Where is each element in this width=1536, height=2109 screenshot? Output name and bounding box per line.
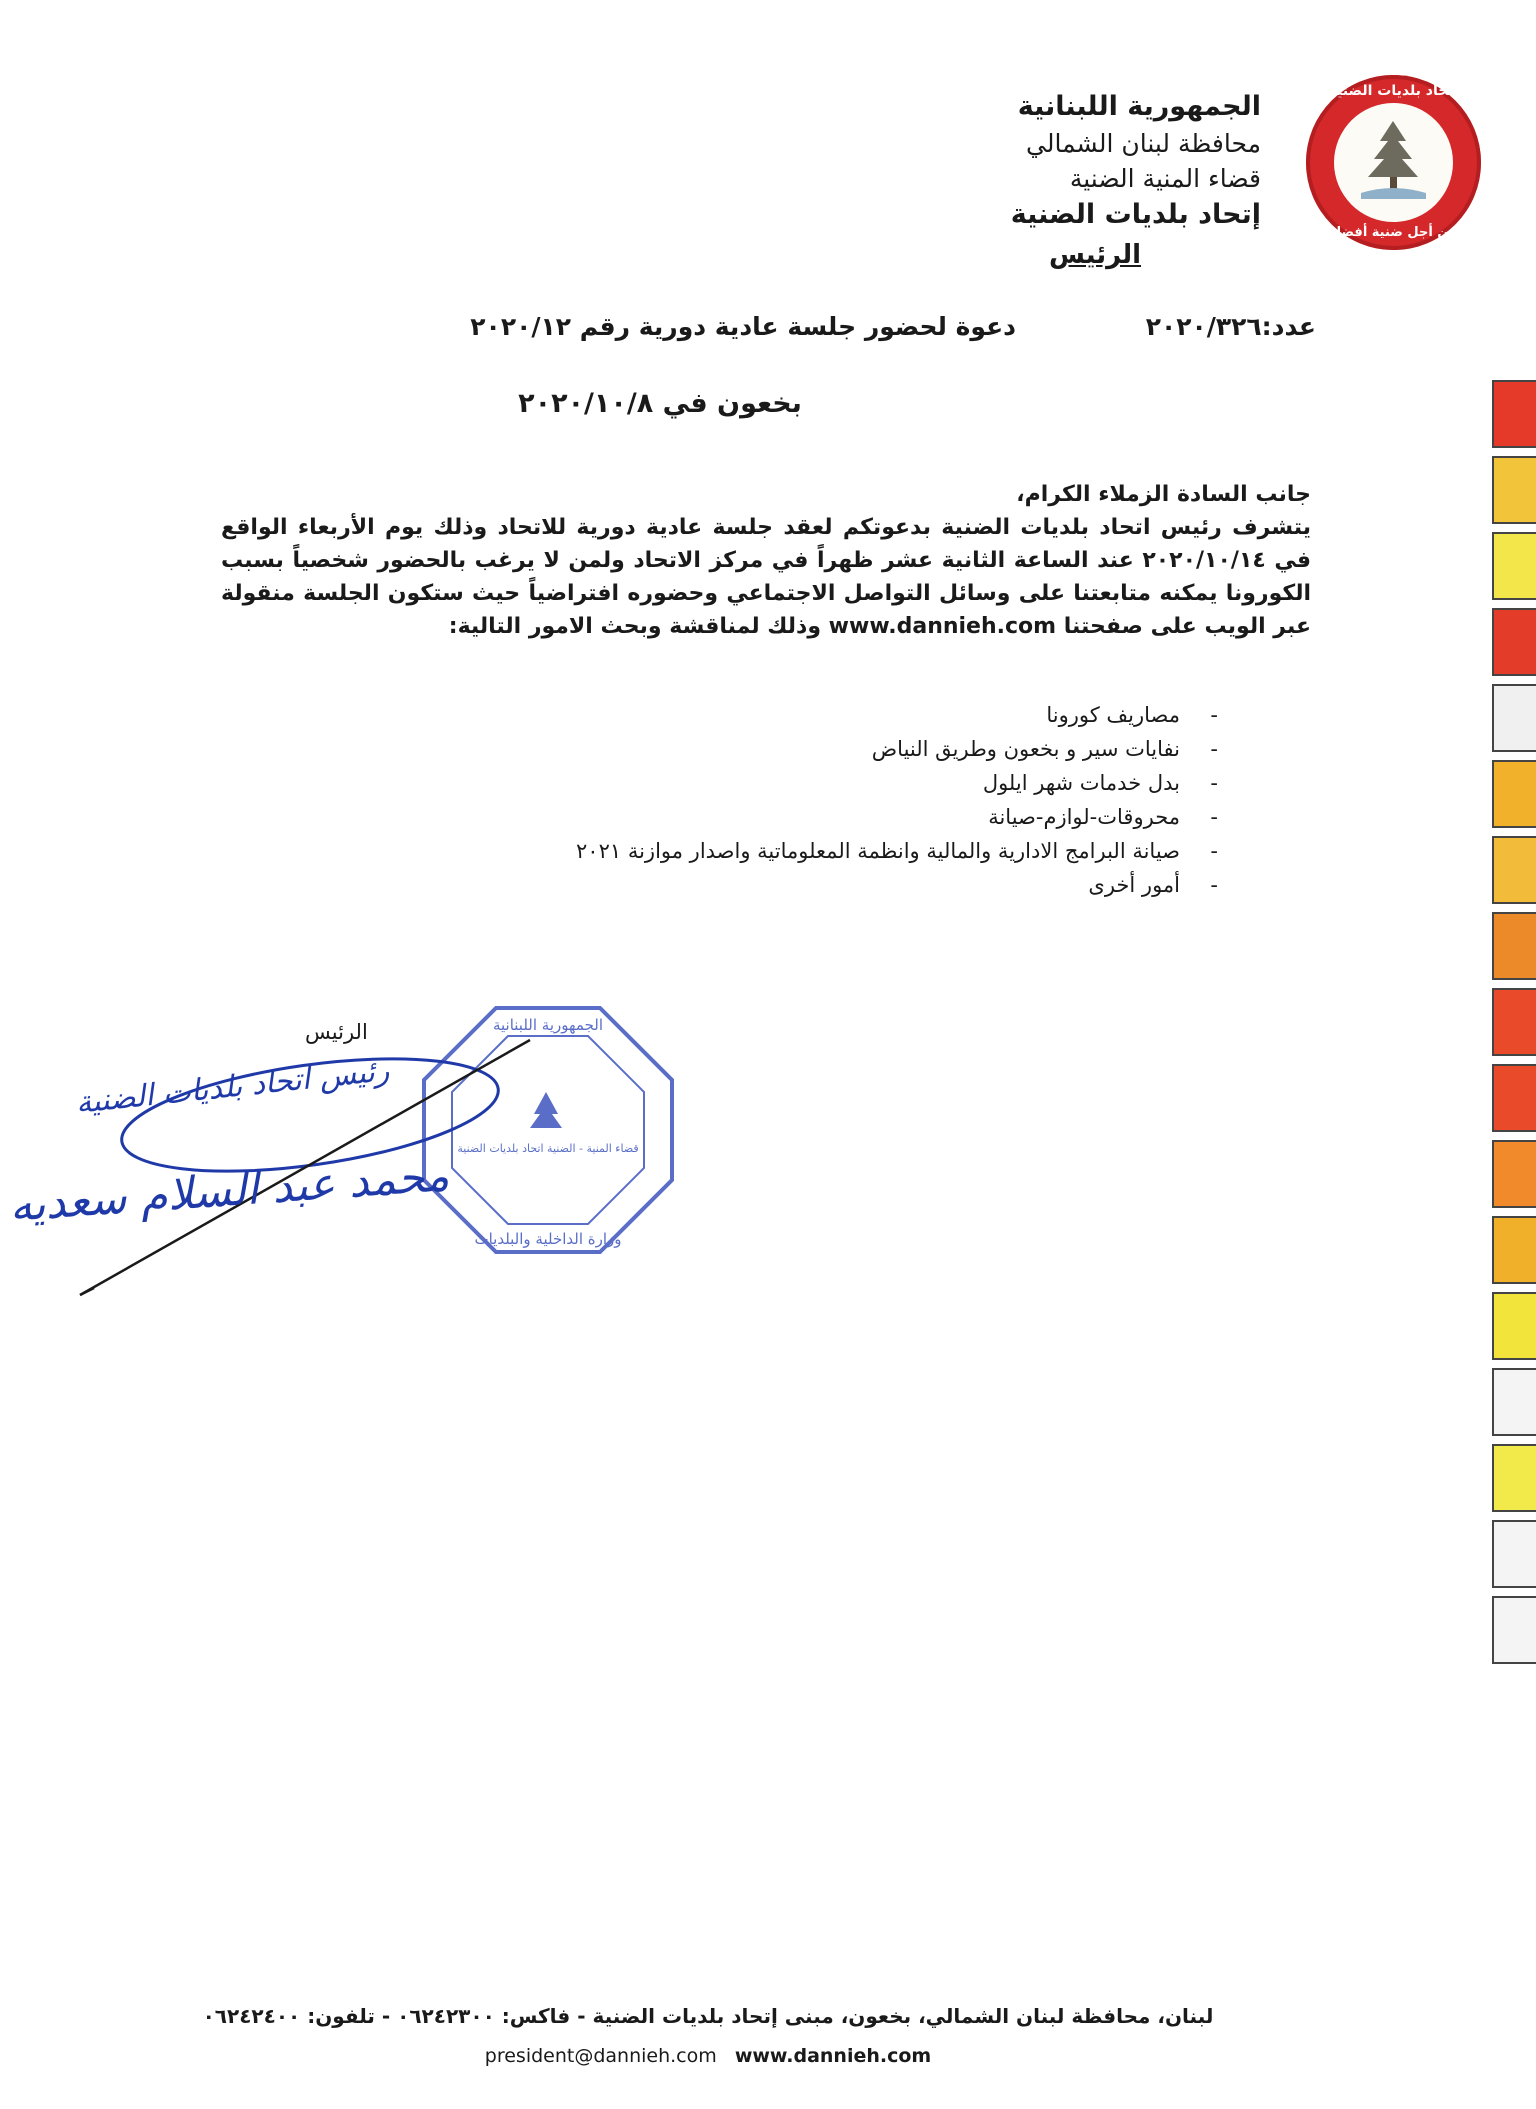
- color-tab: [1492, 1064, 1536, 1132]
- color-tab: [1492, 380, 1536, 448]
- color-tab: [1492, 988, 1536, 1056]
- footer-email[interactable]: president@dannieh.com: [484, 2045, 717, 2067]
- color-tab: [1492, 1216, 1536, 1284]
- color-tab: [1492, 1520, 1536, 1588]
- stamp-center-text: قضاء المنية - الضنية اتحاد بلديات الضنية: [457, 1142, 639, 1155]
- letterhead-district: قضاء المنية الضنية: [1069, 164, 1261, 193]
- agenda-item: - نفايات سير و بخعون وطريق النياض: [318, 732, 1218, 766]
- agenda-item: - صيانة البرامج الادارية والمالية وانظمة المعلوماتية واصدار موازنة ٢٠٢١: [318, 834, 1218, 868]
- letter-subject: دعوة لحضور جلسة عادية دورية رقم ٢٠٢٠/١٢: [470, 312, 1016, 341]
- reference-number: عدد:٢٠٢٠/٣٢٦: [1145, 312, 1316, 341]
- letterhead-governorate: محافظة لبنان الشمالي: [1026, 129, 1261, 158]
- letter-greeting: جانب السادة الزملاء الكرام،: [1016, 482, 1311, 507]
- letterhead: [841, 88, 1261, 276]
- stamp-top-text: الجمهورية اللبنانية: [492, 1016, 604, 1034]
- letter-date: بخعون في ٢٠٢٠/١٠/٨: [518, 388, 802, 419]
- letterhead-union: إتحاد بلديات الضنية: [1010, 199, 1261, 230]
- agenda-item: - مصاريف كورونا: [318, 698, 1218, 732]
- signature-title: الرئيس: [305, 1020, 368, 1044]
- color-tab: [1492, 1596, 1536, 1664]
- color-tab: [1492, 608, 1536, 676]
- color-tab: [1492, 532, 1536, 600]
- logo-ring-top-text: إتحاد بلديات الضنية: [1328, 83, 1459, 99]
- stamp-bottom-text: وزارة الداخلية والبلديات: [474, 1230, 622, 1248]
- letter-paragraph: يتشرف رئيس اتحاد بلديات الضنية بدعوتكم لعقد جلسة عادية دورية للاتحاد وذلك يوم الأربعاء الواقع في ٢٠٢٠/١٠/١٤ عند الساعة الثانية عشر ظهراً في مركز الاتحاد ولمن لا يرغب بالحضور شخصياً بسبب الكورونا يمكنه متابعتنا على وسائل التواصل الاجتماعي وحضوره افتراضياً حيث ستكون الجلسة منقولة عبر الويب على صفحتنا www.dannieh.com وذلك لمناقشة وبحث الامور التالية:: [221, 515, 1311, 639]
- agenda-item: - محروقات-لوازم-صيانة: [318, 800, 1218, 834]
- color-tab: [1492, 760, 1536, 828]
- color-tab: [1492, 1368, 1536, 1436]
- signature-line-2: محمد عبد السلام سعديه: [7, 1150, 451, 1232]
- handwritten-signature: [7, 1020, 480, 1310]
- color-tab: [1492, 684, 1536, 752]
- letterhead-republic: الجمهورية اللبنانية: [1017, 91, 1261, 122]
- agenda-item: - أمور أخرى: [318, 868, 1218, 902]
- letterhead-president: الرئيس: [1049, 240, 1141, 270]
- color-tab: [1492, 456, 1536, 524]
- agenda-list: [318, 698, 1218, 902]
- color-tab: [1492, 912, 1536, 980]
- letter-body: [221, 478, 1311, 643]
- cedar-tree-icon: [1346, 113, 1441, 208]
- logo-ring-bottom-text: من أجل ضنية أفضل: [1329, 225, 1458, 240]
- color-tab: [1492, 1444, 1536, 1512]
- footer-contacts: [0, 2045, 1536, 2067]
- color-tab: [1492, 836, 1536, 904]
- footer-address: لبنان، محافظة لبنان الشمالي، بخعون، مبنى إتحاد بلديات الضنية - فاكس: ٠٦٢٤٢٣٠٠ - تلفون: ٠٦٢٤٢٤٠٠: [202, 2004, 1214, 2028]
- binder-color-tabs: [1492, 380, 1536, 1672]
- color-tab: [1492, 1140, 1536, 1208]
- municipal-union-logo: [1306, 75, 1481, 250]
- signature-line-1: رئيس اتحاد بلديات الضنية: [74, 1053, 391, 1121]
- footer-website[interactable]: www.dannieh.com: [734, 2045, 932, 2067]
- agenda-item: - بدل خدمات شهر ايلول: [318, 766, 1218, 800]
- color-tab: [1492, 1292, 1536, 1360]
